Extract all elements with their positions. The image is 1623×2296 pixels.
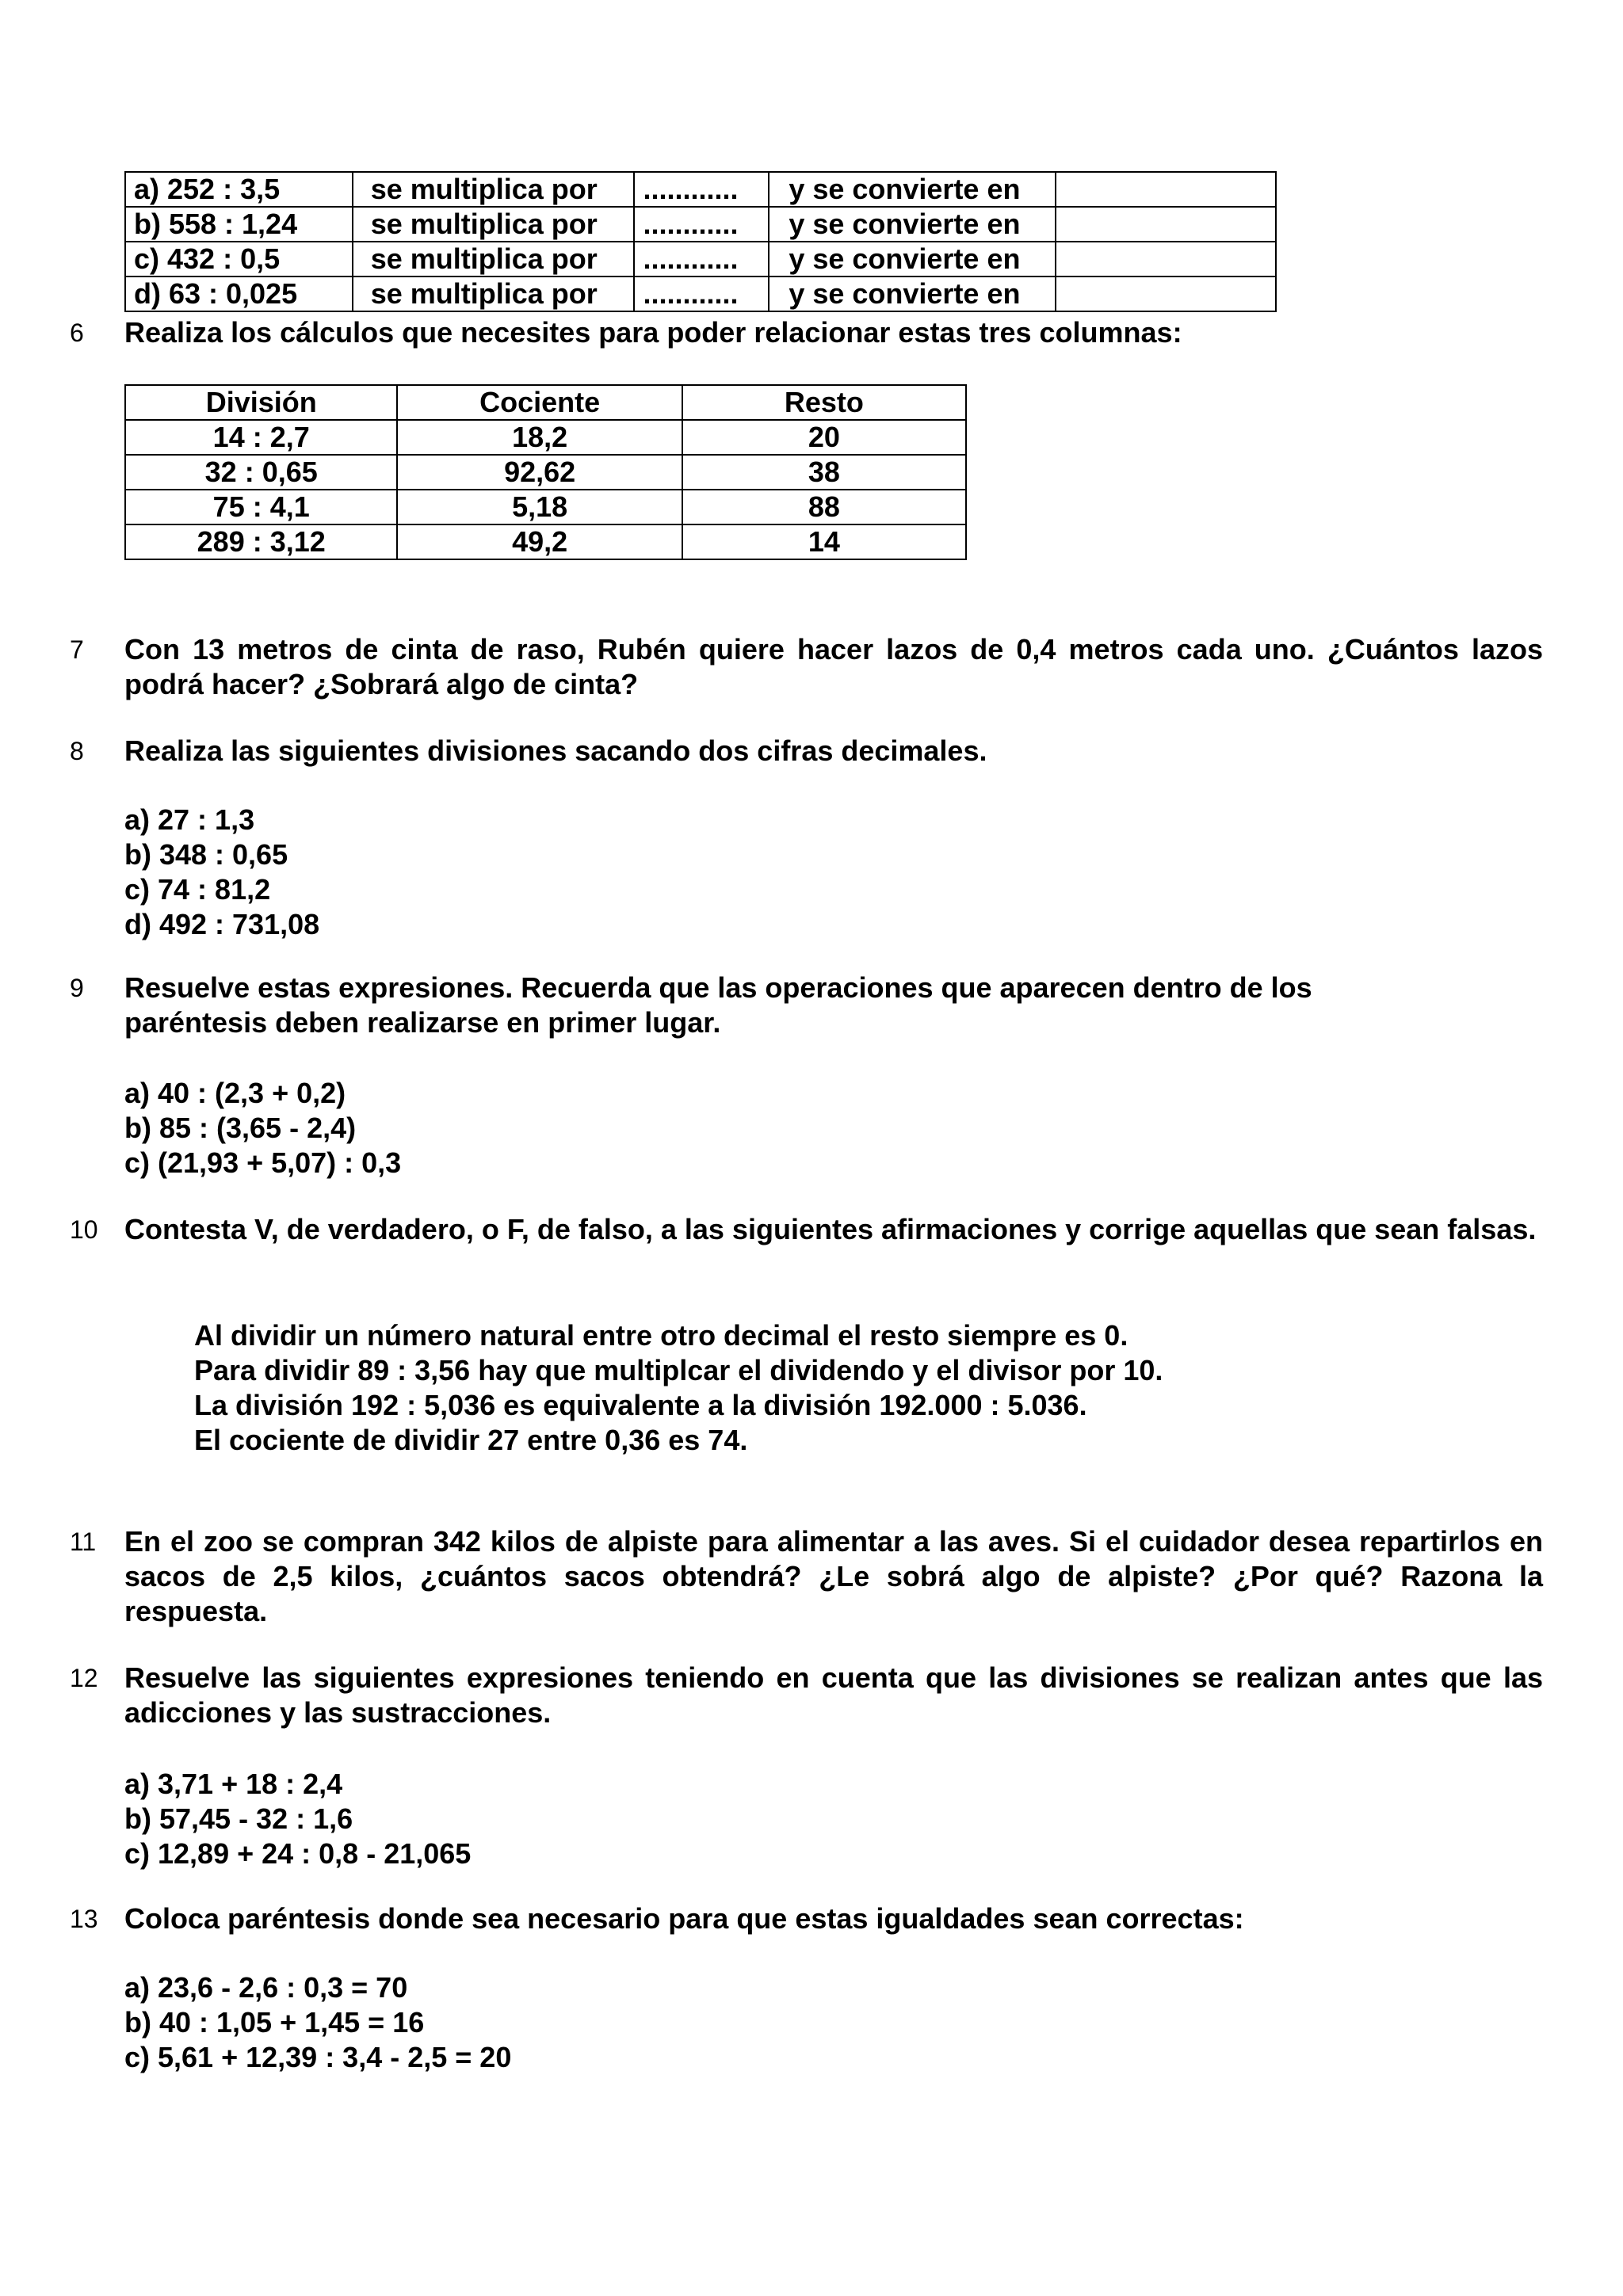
result-blank-cell (1056, 172, 1276, 207)
table-row (125, 524, 966, 559)
list-item: b) 40 : 1,05 + 1,45 = 16 (124, 2006, 425, 2039)
division-cell: 75 : 4,1 (125, 490, 397, 524)
multiplier-blank-cell: ............ (634, 172, 769, 207)
multiplier-blank-cell: ............ (634, 242, 769, 277)
expression-cell: b) 558 : 1,24 (125, 207, 353, 242)
exercise-6-statement: Realiza los cálculos que necesites para poder relacionar estas tres columnas: (124, 316, 1182, 349)
table-row (125, 242, 1276, 277)
list-item: a) 40 : (2,3 + 0,2) (124, 1077, 346, 1109)
expression-cell: d) 63 : 0,025 (125, 277, 353, 311)
converts-label-cell: y se convierte en (769, 277, 1056, 311)
header-cociente: Cociente (397, 385, 682, 420)
result-blank-cell (1056, 207, 1276, 242)
division-cell: 32 : 0,65 (125, 455, 397, 490)
list-item: b) 85 : (3,65 - 2,4) (124, 1112, 357, 1144)
multiply-label-cell: se multiplica por (353, 172, 635, 207)
division-matching-table (124, 384, 967, 560)
list-item: a) 27 : 1,3 (124, 803, 255, 836)
exercise-number: 6 (70, 318, 84, 347)
list-item: b) 348 : 0,65 (124, 838, 288, 871)
statement-item: Para dividir 89 : 3,56 hay que multiplcar el dividendo y el divisor por 10. (194, 1354, 1163, 1386)
exercise-number: 8 (70, 737, 84, 765)
statement-item: El cociente de dividir 27 entre 0,36 es 74. (194, 1424, 748, 1456)
cociente-cell: 5,18 (397, 490, 682, 524)
list-item: c) 5,61 + 12,39 : 3,4 - 2,5 = 20 (124, 2041, 512, 2073)
exercise-10-statement: Contesta V, de verdadero, o F, de falso, a las siguientes afirmaciones y corrige aquellas que sean falsas. (124, 1213, 1537, 1245)
header-division: División (125, 385, 397, 420)
exercise-number: 12 (70, 1664, 98, 1692)
exercise-8-items (124, 803, 319, 942)
list-item: b) 57,45 - 32 : 1,6 (124, 1802, 353, 1835)
resto-cell: 88 (682, 490, 966, 524)
expression-cell: a) 252 : 3,5 (125, 172, 353, 207)
expression-cell: c) 432 : 0,5 (125, 242, 353, 277)
true-false-statements (194, 1318, 1163, 1458)
exercise-11-statement: En el zoo se compran 342 kilos de alpiste para alimentar a las aves. Si el cuidador desea repartirlos en sacos de 2,5 kilos, ¿cuántos sacos obtendrá? ¿Le sobrá algo de alpiste? ¿Por qué? Razona la respuesta. (124, 1525, 1543, 1627)
exercise-number: 9 (70, 974, 84, 1002)
table-row (125, 207, 1276, 242)
cociente-cell: 18,2 (397, 420, 682, 455)
exercise-9-statement: Resuelve estas expresiones. Recuerda que las operaciones que aparecen dentro de los paréntesis deben realizarse en primer lugar. (124, 971, 1312, 1039)
list-item: c) 12,89 + 24 : 0,8 - 21,065 (124, 1837, 472, 1870)
multiply-label-cell: se multiplica por (353, 242, 635, 277)
table-row (125, 490, 966, 524)
list-item: d) 492 : 731,08 (124, 908, 320, 940)
table-row (125, 172, 1276, 207)
statement-item: La división 192 : 5,036 es equivalente a la división 192.000 : 5.036. (194, 1389, 1087, 1421)
conversion-table (124, 171, 1277, 312)
division-cell: 14 : 2,7 (125, 420, 397, 455)
multiply-label-cell: se multiplica por (353, 277, 635, 311)
result-blank-cell (1056, 277, 1276, 311)
table-row (125, 455, 966, 490)
list-item: c) 74 : 81,2 (124, 873, 271, 906)
exercise-number: 13 (70, 1905, 98, 1933)
table-row (125, 277, 1276, 311)
exercise-8-statement: Realiza las siguientes divisiones sacando dos cifras decimales. (124, 734, 987, 767)
converts-label-cell: y se convierte en (769, 242, 1056, 277)
table-header-row (125, 385, 966, 420)
converts-label-cell: y se convierte en (769, 172, 1056, 207)
list-item: c) (21,93 + 5,07) : 0,3 (124, 1146, 402, 1179)
multiplier-blank-cell: ............ (634, 207, 769, 242)
exercise-12-statement: Resuelve las siguientes expresiones teniendo en cuenta que las divisiones se realizan antes que las adicciones y las sustracciones. (124, 1661, 1543, 1729)
exercise-number: 11 (70, 1527, 97, 1556)
multiplier-blank-cell: ............ (634, 277, 769, 311)
converts-label-cell: y se convierte en (769, 207, 1056, 242)
list-item: a) 23,6 - 2,6 : 0,3 = 70 (124, 1971, 408, 2004)
header-resto: Resto (682, 385, 966, 420)
division-cell: 289 : 3,12 (125, 524, 397, 559)
statement-item: Al dividir un número natural entre otro decimal el resto siempre es 0. (194, 1319, 1128, 1352)
cociente-cell: 92,62 (397, 455, 682, 490)
resto-cell: 14 (682, 524, 966, 559)
exercise-9-items (124, 1076, 401, 1180)
resto-cell: 20 (682, 420, 966, 455)
exercise-13-items (124, 1970, 511, 2075)
multiply-label-cell: se multiplica por (353, 207, 635, 242)
exercise-number: 7 (70, 635, 84, 664)
exercise-12-items (124, 1767, 471, 1871)
exercise-number: 10 (70, 1215, 98, 1244)
resto-cell: 38 (682, 455, 966, 490)
list-item: a) 3,71 + 18 : 2,4 (124, 1768, 343, 1800)
cociente-cell: 49,2 (397, 524, 682, 559)
result-blank-cell (1056, 242, 1276, 277)
exercise-13-statement: Coloca paréntesis donde sea necesario para que estas igualdades sean correctas: (124, 1902, 1244, 1935)
table-row (125, 420, 966, 455)
exercise-7-statement: Con 13 metros de cinta de raso, Rubén quiere hacer lazos de 0,4 metros cada uno. ¿Cuántos lazos podrá hacer? ¿Sobrará algo de cinta? (124, 633, 1543, 700)
